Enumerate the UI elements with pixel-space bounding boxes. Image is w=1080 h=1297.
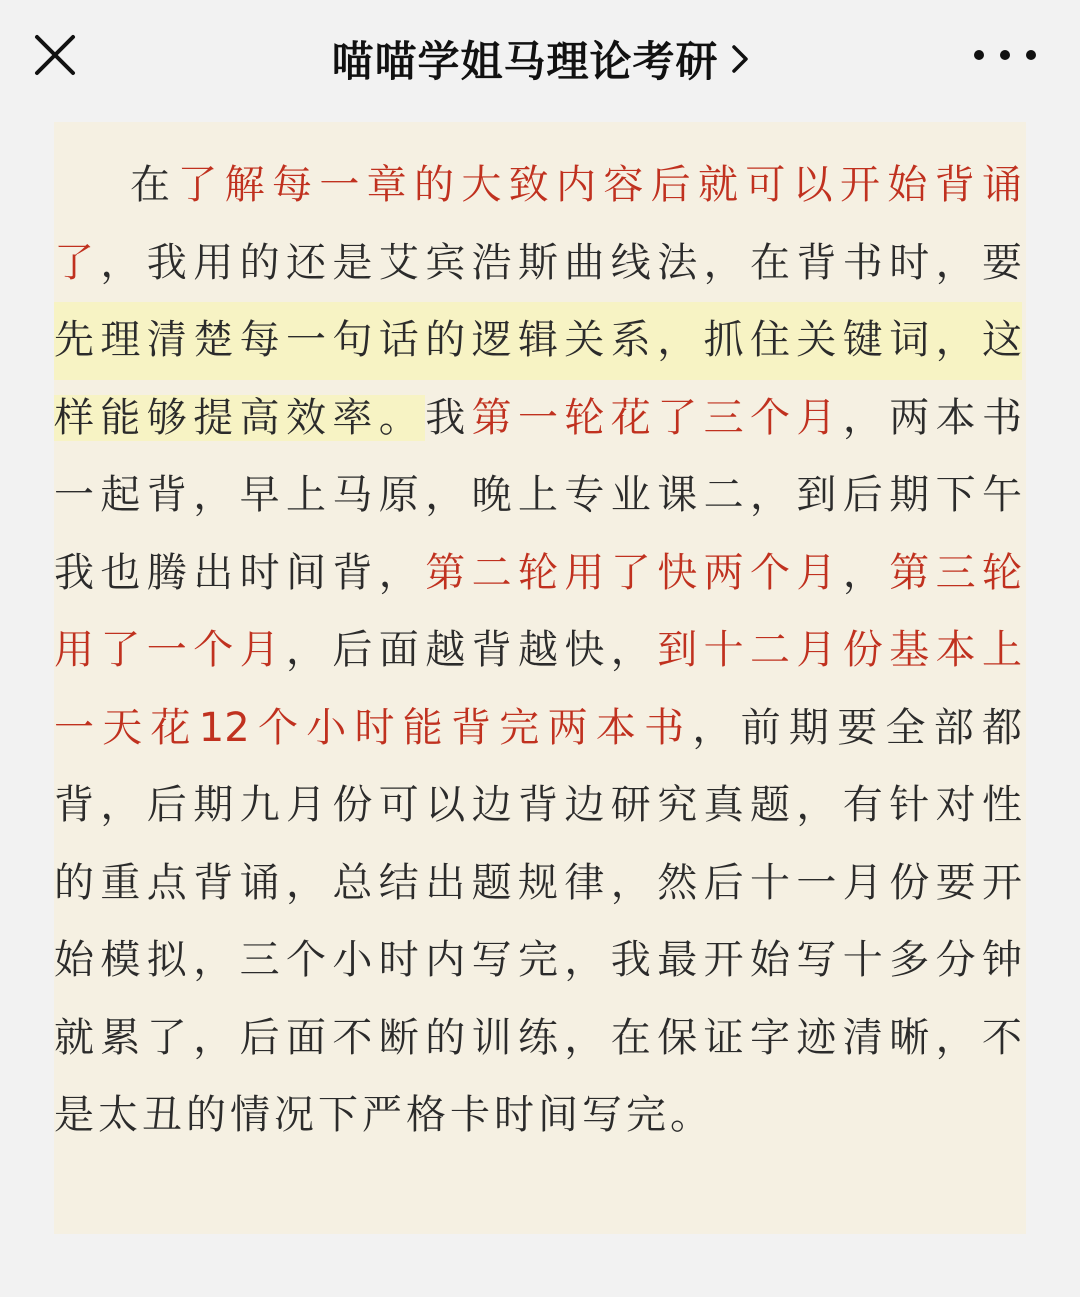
emphasis-text: 用了一个月 <box>54 627 286 673</box>
article-line <box>54 767 1022 845</box>
article-line <box>54 690 1022 768</box>
body-text: 一起背，早上马原，晚上专业课二，到后期下午 <box>54 472 1022 518</box>
article-line <box>54 535 1022 613</box>
article-line <box>54 1077 1022 1155</box>
close-icon <box>30 30 80 80</box>
article-line <box>54 225 1022 303</box>
body-text: ，后面越背越快， <box>286 627 658 673</box>
article-text <box>54 147 1022 1227</box>
article-line <box>54 922 1022 1000</box>
emphasis-text: 一天花12个小时能背完两本书 <box>54 704 693 751</box>
article-line <box>54 457 1022 535</box>
chevron-right-icon <box>731 44 749 74</box>
article-line <box>54 1000 1022 1078</box>
body-text: 始模拟，三个小时内写完，我最开始写十多分钟 <box>54 937 1022 983</box>
emphasis-text: 到十二月份基本上 <box>657 627 1022 673</box>
body-text: 的重点背诵，总结出题规律，然后十一月份要开 <box>54 859 1022 906</box>
body-text: 就累了，后面不断的训练，在保证字迹清晰，不 <box>54 1014 1022 1061</box>
highlighted-text: 样能够提高效率。 <box>54 394 426 441</box>
article-line <box>54 380 1022 458</box>
body-text: ， <box>842 549 890 596</box>
emphasis-text: 第三轮 <box>889 549 1022 596</box>
body-text: 我 <box>425 394 472 441</box>
more-dots-icon <box>974 50 984 60</box>
article-line <box>54 612 1022 690</box>
article-line <box>54 845 1022 923</box>
emphasis-text: 了 <box>54 239 101 286</box>
emphasis-text: 第二轮用了快两个月 <box>425 549 843 596</box>
body-text: 在 <box>130 162 178 208</box>
body-text: 先理清楚每一句话的逻辑关系，抓住关键词，这 <box>54 317 1022 363</box>
article-line <box>54 302 1022 380</box>
body-text: ，两本书 <box>842 394 1022 441</box>
emphasis-text: 了解每一章的大致内容后就可以开始背诵 <box>177 162 1022 208</box>
body-text: 我也腾出时间背， <box>54 549 426 596</box>
body-text: 是太丑的情况下严格卡时间写完。 <box>54 1092 714 1138</box>
article-line <box>54 147 1022 225</box>
emphasis-text: 第一轮花了三个月 <box>471 394 843 441</box>
close-button[interactable] <box>30 30 80 80</box>
body-text: 背，后期九月份可以边背边研究真题，有针对性 <box>54 782 1022 828</box>
account-title-link[interactable] <box>331 29 748 89</box>
more-options-button[interactable] <box>974 40 1036 70</box>
body-text: ，前期要全部都 <box>692 704 1022 751</box>
page-title: 喵喵学姐马理论考研 <box>331 37 719 86</box>
body-text: ，我用的还是艾宾浩斯曲线法，在背书时，要 <box>100 239 1022 286</box>
top-navigation-bar <box>0 0 1080 118</box>
